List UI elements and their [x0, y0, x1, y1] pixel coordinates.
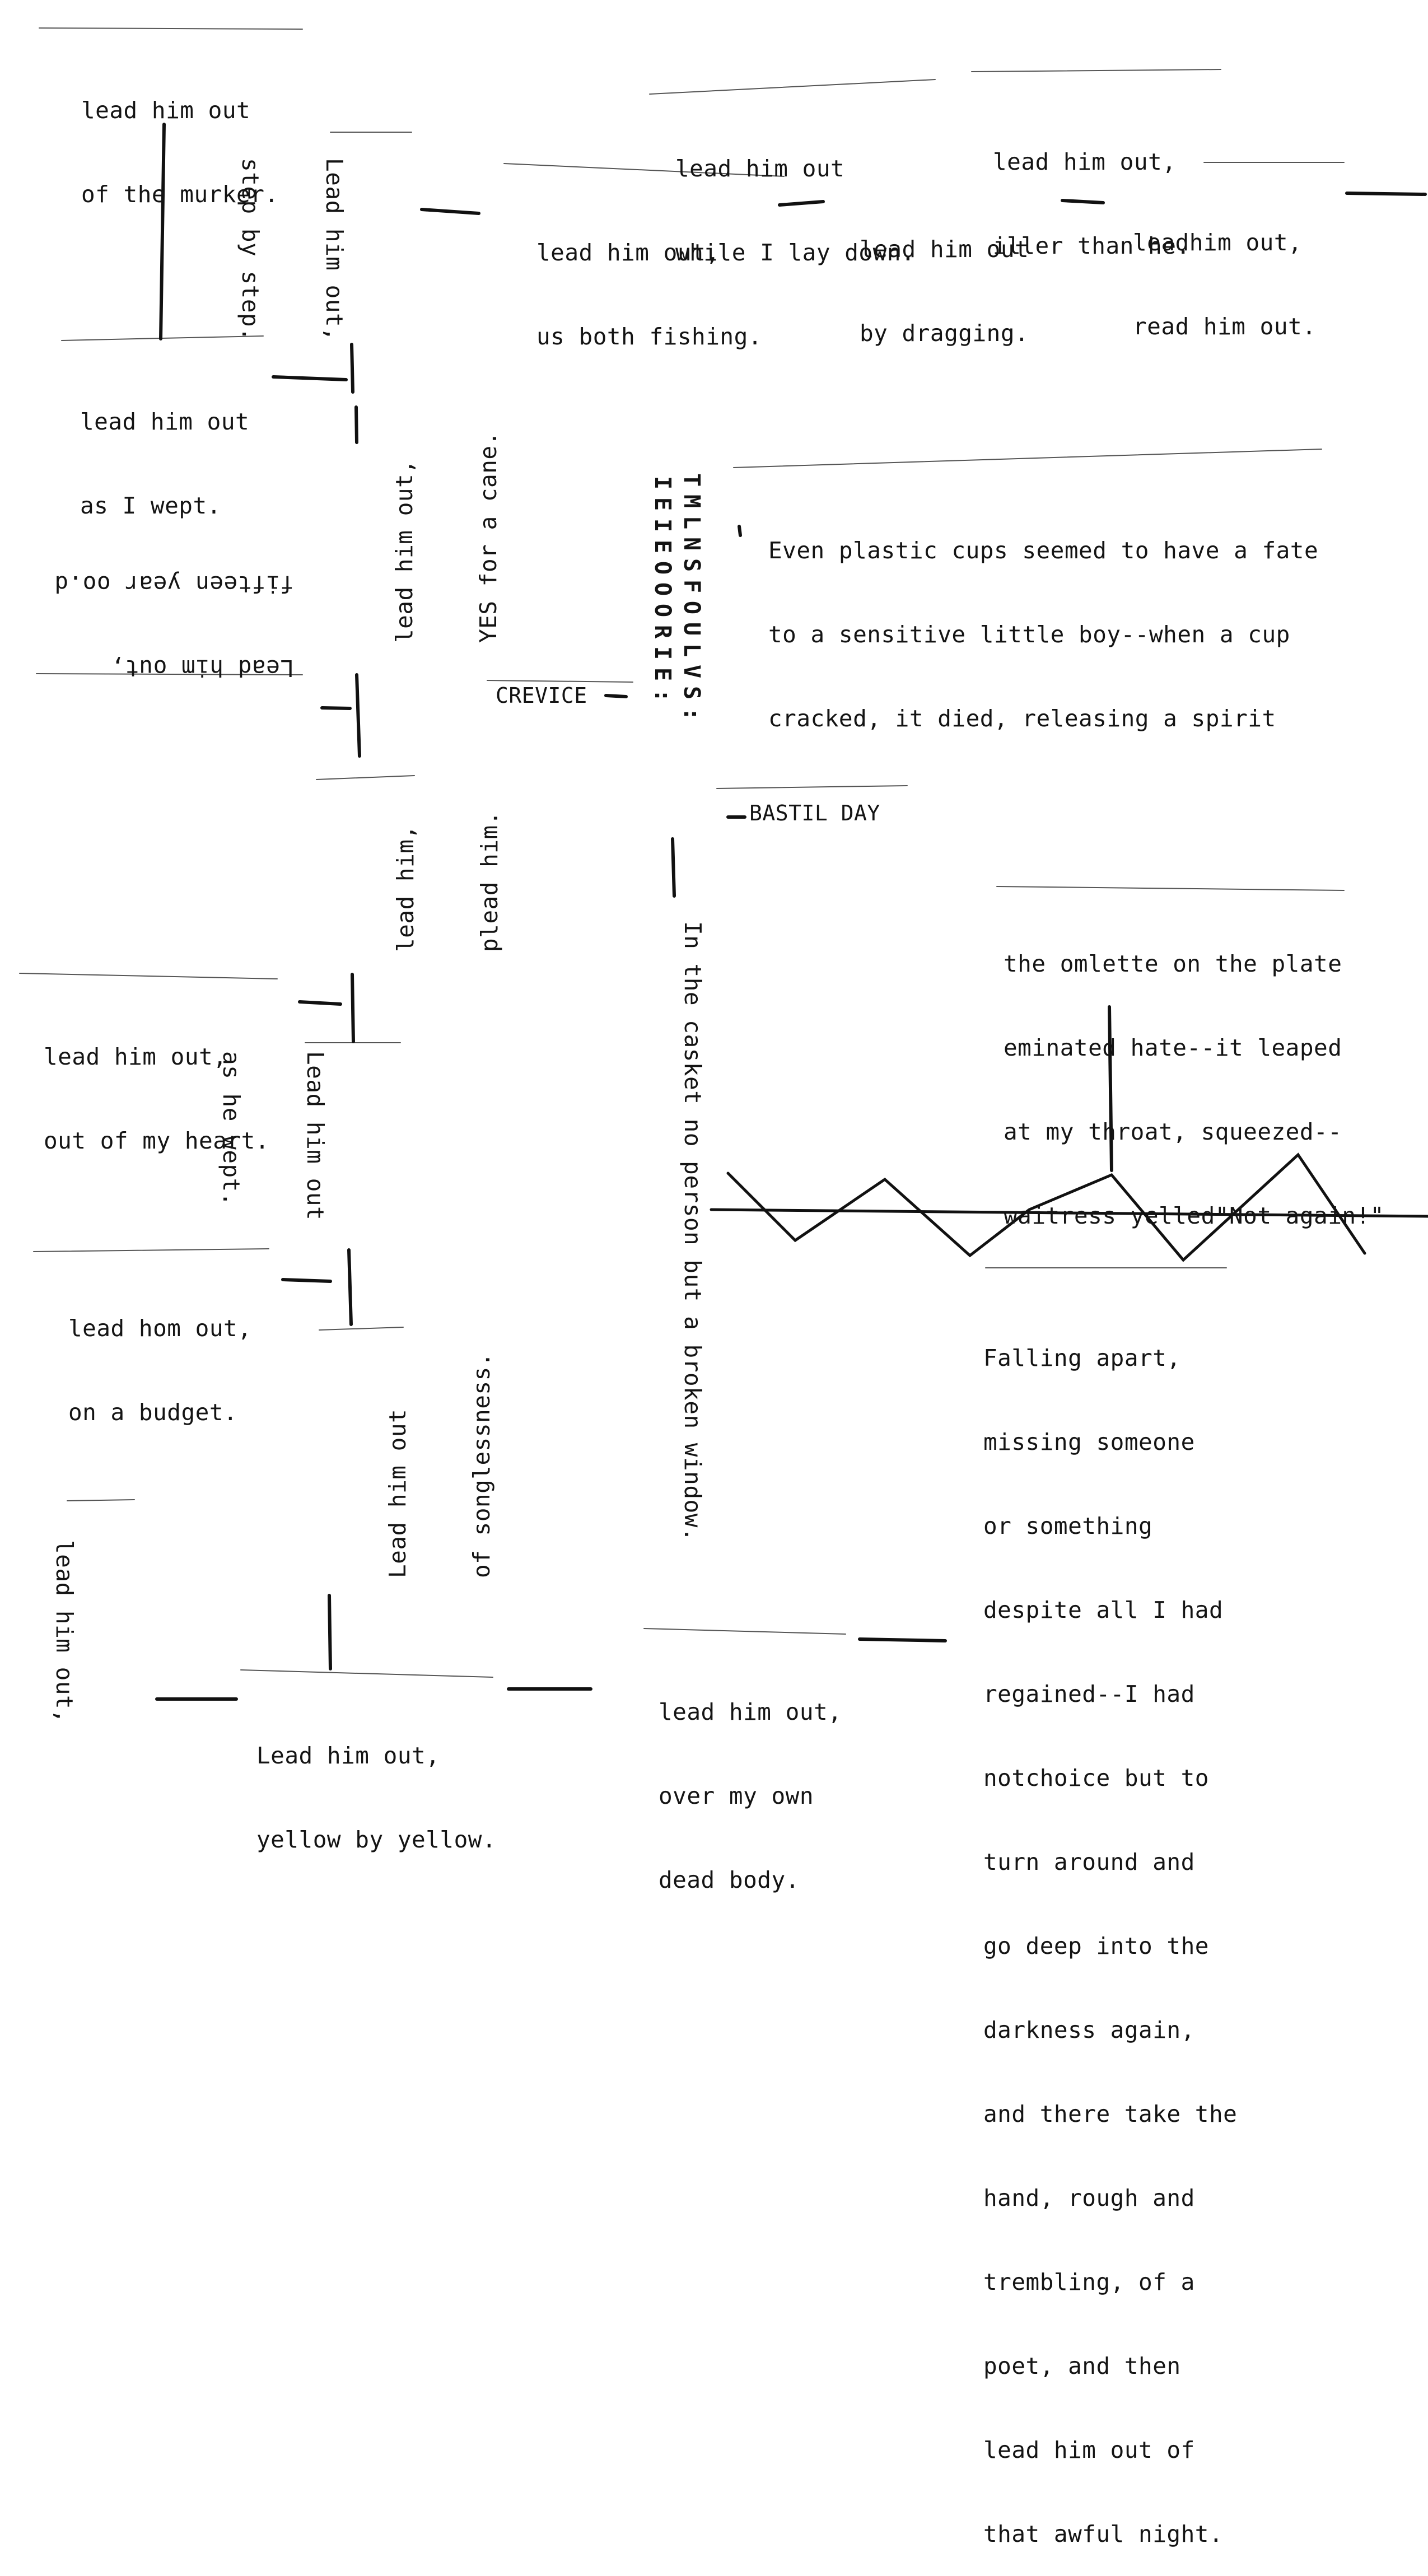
vertical-letter: L	[679, 643, 704, 657]
fragment-line: Lead him out	[302, 1051, 329, 1221]
fragment-line: to a sensitive little boy--when a cup	[768, 621, 1290, 648]
fragment-line: lead him out of	[983, 2437, 1195, 2463]
fragment-line: darkness again,	[983, 2017, 1195, 2043]
fragment-line: plead him.	[476, 811, 503, 952]
vertical-letter: O	[650, 603, 675, 618]
fragment-budget	[68, 1258, 251, 1454]
fragment-line: of the murker.	[81, 181, 279, 208]
fragment-crevice: CREVICE	[496, 683, 587, 708]
vertical-letter: O	[679, 600, 704, 615]
vertical-letter: M	[679, 494, 704, 508]
fragment-line: Lead him out	[384, 1408, 411, 1578]
fragment-line: lead him out	[80, 408, 250, 435]
vertical-letter: E	[650, 667, 675, 682]
fragment-line: cracked, it died, releasing a spirit	[768, 705, 1276, 732]
fragment-line: Even plastic cups seemed to have a fate	[768, 537, 1319, 564]
fragment-line: step by step.	[237, 158, 264, 342]
fragment-line: turn around and	[983, 1849, 1195, 1875]
vertical-letter: R	[650, 624, 675, 639]
fragment-plead	[335, 811, 531, 952]
fragment-line: read him out.	[1133, 313, 1317, 340]
fragment-dragging	[860, 179, 1029, 375]
fragment-read-him-out	[1133, 172, 1316, 368]
fragment-line: lead him out	[81, 97, 251, 124]
fragment-line: that awful night.	[983, 2521, 1224, 2547]
fragment-bastil-day: BASTIL DAY	[749, 801, 880, 825]
fragment-dead-body	[659, 1642, 842, 1922]
fragment-omlette	[1004, 894, 1384, 1258]
fragment-line: YES for a cane.	[475, 431, 502, 643]
fragment-line: waitress yelled"Not again!"	[1004, 1202, 1384, 1229]
fragment-line: go deep into the	[983, 1933, 1209, 1959]
fragment-line: the omlette on the plate	[1004, 950, 1342, 977]
fragment-line: lead him,	[392, 825, 419, 952]
fragment-falling-apart	[983, 1288, 1237, 2576]
fragment-line: lead him out,	[51, 1540, 78, 1724]
fragment-cane	[334, 431, 530, 643]
fragment-line: trembling, of a	[983, 2269, 1195, 2295]
fragment-line: as I wept.	[80, 492, 221, 519]
vertical-letter: E	[650, 539, 675, 554]
vertical-letters-col1	[679, 469, 704, 725]
fragment-line: regained--I had	[983, 1681, 1195, 1707]
fragment-line: Lead him out,	[321, 158, 348, 342]
fragment-line: poet, and then	[983, 2353, 1181, 2379]
vertical-letter: I	[650, 475, 675, 490]
fragment-line: leadhim out,	[1133, 229, 1303, 256]
fragment-line: lead hom out,	[68, 1315, 252, 1342]
fragment-line: hand, rough and	[983, 2185, 1195, 2211]
fragment-as-he-wept	[189, 1051, 385, 1220]
fragment-line: iller than he.	[993, 232, 1191, 259]
vertical-letter: :	[650, 688, 675, 703]
vertical-letter: N	[679, 536, 704, 551]
fragment-line: Lead him out,	[256, 1742, 440, 1769]
vertical-letter: V	[679, 664, 704, 679]
fragment-line: and there take the	[983, 2101, 1238, 2127]
fragment-line: lead him out,	[659, 1698, 842, 1725]
fragment-line: lead him out,	[536, 239, 720, 266]
vertical-letter: E	[650, 497, 675, 511]
fragment-line: or something	[983, 1513, 1153, 1539]
fragment-line: while I lay down.	[675, 239, 916, 266]
fragment-yellow	[256, 1686, 496, 1882]
fragment-line: notchoice but to	[983, 1765, 1209, 1791]
vertical-letter: O	[650, 582, 675, 596]
vertical-letter: :	[679, 707, 704, 721]
fragment-line: lead him out,	[391, 459, 418, 643]
fragment-fifteen	[54, 542, 294, 738]
fragment-casket: In the casket no person but a broken window.	[679, 921, 706, 1542]
vertical-letter: U	[679, 622, 704, 636]
fragment-line: Lead him out,	[110, 655, 294, 682]
vertical-letter: S	[679, 558, 704, 572]
vertical-letter: O	[650, 561, 675, 575]
fragment-line: us both fishing.	[536, 323, 762, 350]
vertical-letter: I	[650, 646, 675, 660]
fragment-line: despite all I had	[983, 1597, 1224, 1623]
fragment-line: Falling apart,	[983, 1345, 1181, 1371]
fragment-line: missing someone	[983, 1429, 1195, 1455]
vertical-letter: I	[650, 518, 675, 533]
fragment-songlessness	[328, 1352, 524, 1578]
fragment-line: out of my heart.	[44, 1127, 269, 1154]
fragment-line: on a budget.	[68, 1399, 238, 1426]
fragment-sake	[0, 1540, 134, 1723]
vertical-letter: F	[679, 579, 704, 594]
fragment-line: over my own	[659, 1782, 814, 1809]
fragment-line: lead him out	[675, 155, 845, 182]
fragment-line: at my throat, squeezed--	[1004, 1118, 1342, 1145]
fragment-wept	[80, 352, 249, 548]
fragment-line: dead body.	[659, 1866, 800, 1893]
vertical-letter: T	[679, 473, 704, 487]
fragment-line: of songlessness.	[468, 1352, 495, 1578]
vertical-letters-col2	[650, 472, 675, 706]
fragment-line: as he wept.	[218, 1051, 245, 1207]
vertical-letter: L	[679, 515, 704, 530]
fragment-line: eminated hate--it leaped	[1004, 1034, 1342, 1061]
vertical-letter: S	[679, 685, 704, 700]
fragment-line: lead him out	[860, 236, 1029, 263]
fragment-line: lead him out,	[44, 1043, 227, 1070]
fragment-line: by dragging.	[860, 320, 1029, 347]
fragment-step-by-step	[208, 158, 404, 341]
fragment-line: yellow by yellow.	[256, 1826, 497, 1853]
fragment-line: fifteen year oo.d	[54, 571, 294, 598]
fragment-plastic-cups	[768, 480, 1318, 760]
fragment-fishing	[536, 183, 762, 379]
fragment-line: lead him out,	[993, 148, 1177, 175]
